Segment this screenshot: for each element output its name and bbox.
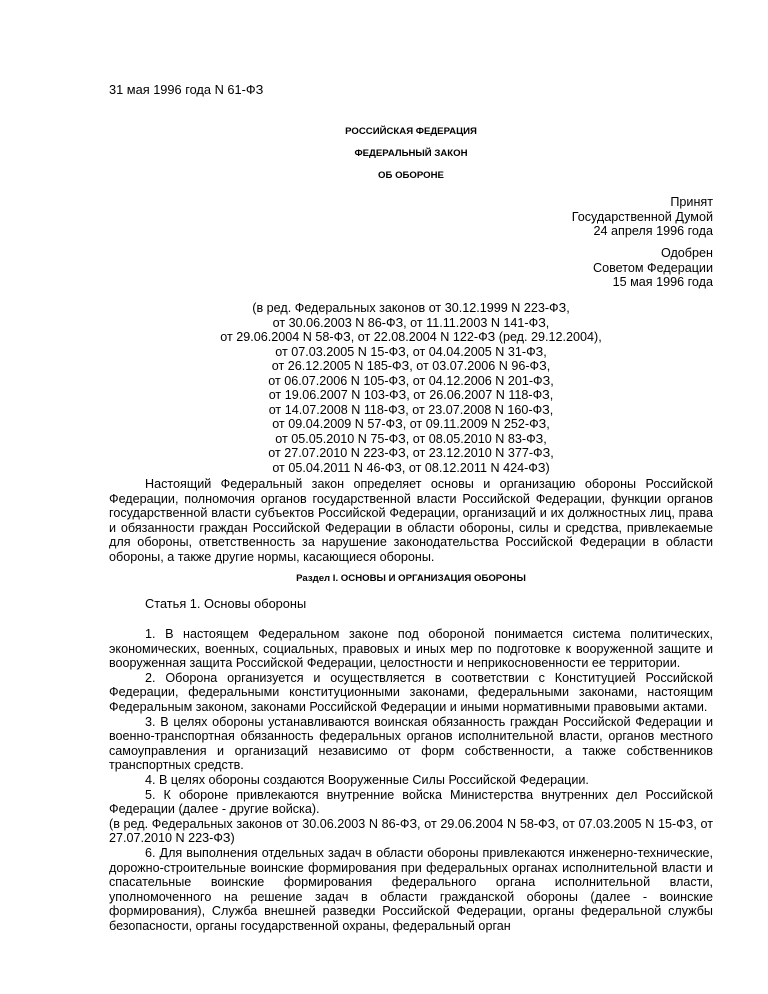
editions-list bbox=[109, 301, 713, 476]
section-title: Раздел I. ОСНОВЫ И ОРГАНИЗАЦИЯ ОБОРОНЫ bbox=[296, 573, 526, 584]
edition-line: от 19.06.2007 N 103-ФЗ, от 26.06.2007 N 118-ФЗ, bbox=[268, 388, 554, 403]
preamble-block bbox=[109, 477, 713, 565]
law-date-line: 31 мая 1996 года N 61-ФЗ bbox=[109, 82, 264, 97]
article-paragraph: 2. Оборона организуется и осуществляется в соответствии с Конституцией Российской Федерации, федеральными конституционными законами, федеральными законами, настоящим Федеральным законом, законами Российской Федерации и иными нормативными правовыми актами. bbox=[109, 670, 713, 714]
approved-line: Одобрен bbox=[660, 246, 713, 260]
amendment-note: (в ред. Федеральных законов от 30.06.2003 N 86-ФЗ, от 29.06.2004 N 58-ФЗ, от 07.03.2005 N 15-ФЗ, от 27.07.2010 N 223-ФЗ) bbox=[109, 816, 713, 846]
article-paragraph: 4. В целях обороны создаются Вооруженные Силы Российской Федерации. bbox=[145, 772, 589, 787]
edition-line: от 06.07.2006 N 105-ФЗ, от 04.12.2006 N 201-ФЗ, bbox=[268, 373, 554, 388]
edition-line: от 29.06.2004 N 58-ФЗ, от 22.08.2004 N 122-ФЗ (ред. 29.12.2004), bbox=[220, 330, 602, 345]
edition-line: от 26.12.2005 N 185-ФЗ, от 03.07.2006 N 96-ФЗ, bbox=[271, 359, 551, 374]
adopted-by-line: Государственной Думой bbox=[571, 209, 713, 224]
adopted-block bbox=[400, 195, 713, 239]
edition-line: (в ред. Федеральных законов от 30.12.1999 N 223-ФЗ, bbox=[252, 301, 570, 315]
adopted-date-line: 24 апреля 1996 года bbox=[593, 224, 713, 238]
article-paragraph: 5. К обороне привлекаются внутренние войска Министерства внутренних дел Российской Федерации (далее - другие войска). bbox=[109, 787, 713, 817]
law-type-heading: ФЕДЕРАЛЬНЫЙ ЗАКОН bbox=[354, 148, 468, 159]
approved-date-line: 15 мая 1996 года bbox=[612, 275, 713, 289]
approved-block bbox=[400, 246, 713, 290]
article-paragraph: 1. В настоящем Федеральном законе под обороной понимается система политических, экономических, военных, социальных, правовых и иных мер по подготовке к вооруженной защите и вооруженная защита Российской Федерации, целостности и неприкосновенности ее территории. bbox=[109, 627, 713, 671]
edition-line: от 05.04.2011 N 46-ФЗ, от 08.12.2011 N 424-ФЗ) bbox=[272, 461, 550, 476]
article-paragraph: 6. Для выполнения отдельных задач в области обороны привлекаются инженерно-технические, дорожно-строительные воинские формирования при федеральных органах исполнительной власти и спасательные воинские формирования федерального органа исполнительной власти, уполномоченного на решение задач в области гражданской обороны (далее - воинские формирования), Служба внешней разведки Российской Федерации, органы федеральной службы безопасности, органы государственной охраны, федеральный орган bbox=[109, 845, 713, 933]
edition-line: от 09.04.2009 N 57-ФЗ, от 09.11.2009 N 252-ФЗ, bbox=[272, 417, 550, 432]
law-title-heading: ОБ ОБОРОНЕ bbox=[378, 170, 444, 181]
edition-line: от 14.07.2008 N 118-ФЗ, от 23.07.2008 N 160-ФЗ, bbox=[268, 402, 554, 417]
adopted-line: Принят bbox=[670, 195, 713, 209]
edition-line: от 30.06.2003 N 86-ФЗ, от 11.11.2003 N 141-ФЗ, bbox=[272, 315, 550, 330]
edition-line: от 07.03.2005 N 15-ФЗ, от 04.04.2005 N 31-ФЗ, bbox=[275, 344, 547, 359]
article-paragraph: 3. В целях обороны устанавливаются воинская обязанность граждан Российской Федерации и военно-транспортная обязанность федеральных органов исполнительной власти, органов местного самоуправления и организаций независимо от форм собственности, а также собственников транспортных средств. bbox=[109, 714, 713, 773]
edition-line: от 05.05.2010 N 75-ФЗ, от 08.05.2010 N 83-ФЗ, bbox=[275, 431, 547, 446]
edition-line: от 27.07.2010 N 223-ФЗ, от 23.12.2010 N 377-ФЗ, bbox=[268, 446, 554, 461]
preamble-paragraph: Настоящий Федеральный закон определяет основы и организацию обороны Российской Федерации, полномочия органов государственной власти Российской Федерации, функции органов государственной власти субъектов Российской Федерации, организаций и их должностных лиц, права и обязанности граждан Российской Федерации в области обороны, силы и средства, привлекаемые для обороны, ответственность за нарушение законодательства Российской Федерации в области обороны, а также другие нормы, касающиеся обороны. bbox=[109, 477, 713, 564]
approved-by-line: Советом Федерации bbox=[593, 260, 713, 275]
article-title: Статья 1. Основы обороны bbox=[145, 596, 307, 611]
article-body bbox=[109, 627, 713, 933]
country-heading: РОССИЙСКАЯ ФЕДЕРАЦИЯ bbox=[345, 126, 477, 137]
